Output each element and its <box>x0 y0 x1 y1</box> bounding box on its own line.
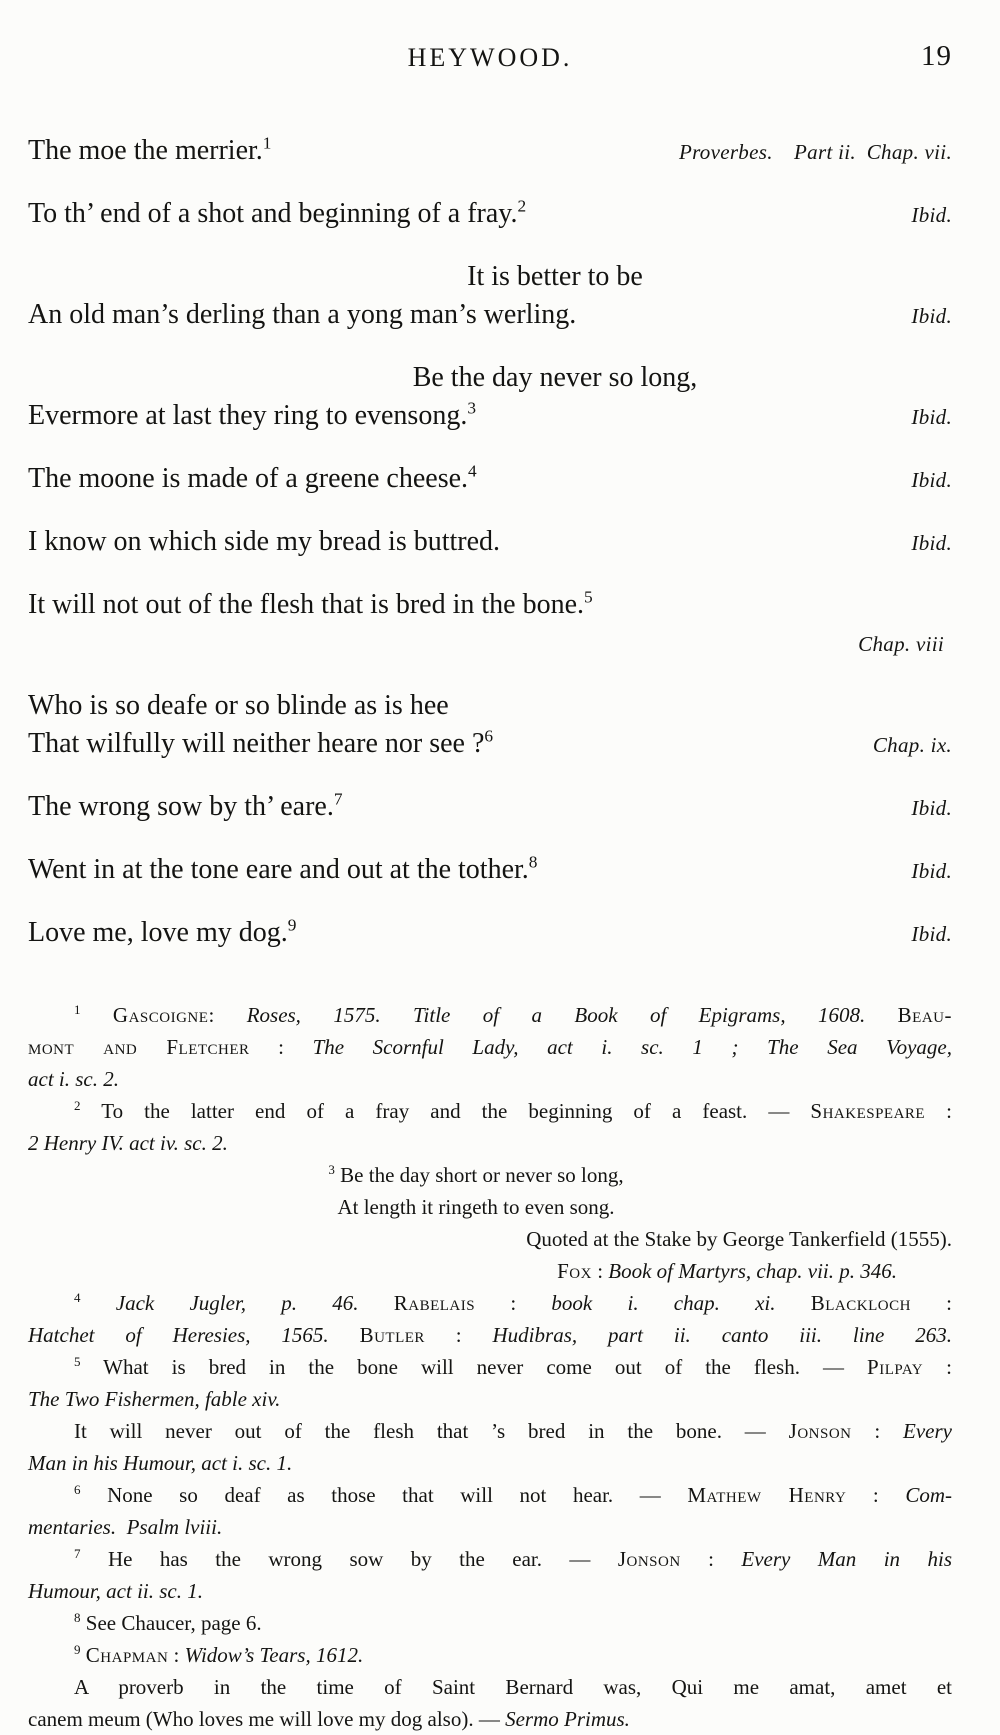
quote-line <box>28 460 952 499</box>
footnote-ref: 5 <box>584 587 593 607</box>
text-segment: Man in his Humour, act i. sc. 1. <box>28 1451 293 1475</box>
text-segment: It is better to be <box>467 261 643 292</box>
text-segment <box>359 1291 394 1315</box>
quote-line <box>28 296 952 335</box>
quote-block <box>28 359 952 436</box>
text-segment: None so deaf as those that will not hear. — <box>80 1483 688 1507</box>
quote-citation: Chap. ix. <box>872 733 952 757</box>
quote-citation: Ibid. <box>911 922 952 946</box>
text-segment: See Chaucer, page 6. <box>80 1611 262 1635</box>
text-segment: To the latter end of a fray and the beginning of a feast. — <box>80 1099 811 1123</box>
text-segment: : <box>591 1259 609 1283</box>
text-segment: To th’ end of a shot and beginning of a fray. <box>28 198 518 229</box>
text-segment: Gascoigne <box>112 1003 209 1027</box>
quote-block <box>28 132 952 171</box>
quote-citation: Chap. viii <box>858 632 944 656</box>
footnote-ref: 7 <box>333 789 343 809</box>
text-segment: book i. chap. xi. <box>551 1291 776 1315</box>
text-segment: : <box>925 1099 952 1123</box>
text-segment <box>865 1003 897 1027</box>
text-segment: Jonson <box>788 1419 852 1443</box>
text-segment: Mathew Henry <box>687 1483 847 1507</box>
quote-line <box>28 687 952 725</box>
text-segment: It will not out of the flesh that is bred in the bone. <box>28 589 585 620</box>
footnote <box>28 1479 952 1543</box>
text-segment: That wilfully will neither heare nor see ? <box>28 728 485 759</box>
text-segment: : <box>923 1355 952 1379</box>
text-segment: A proverb in the time of Saint Bernard was, Qui me amat, amet et <box>74 1675 952 1699</box>
footnote-line <box>28 999 952 1031</box>
quote-line <box>28 397 952 436</box>
quote-text <box>28 851 537 889</box>
text-segment: Beau- <box>897 1003 952 1027</box>
quote-line <box>28 586 952 624</box>
footnote-marker: 1 <box>74 1002 81 1017</box>
text-segment: The Scornful Lady, act i. sc. 1 ; <box>312 1035 739 1059</box>
footnote-marker: 5 <box>74 1354 81 1369</box>
text-segment: Hatchet of Heresies, 1565. <box>28 1323 329 1347</box>
quote-citation: Ibid. <box>911 796 952 820</box>
text-segment: Rabelais <box>393 1291 476 1315</box>
quote-text <box>28 725 493 763</box>
text-segment: Pilpay <box>867 1355 924 1379</box>
text-segment: Be the day never so long, <box>412 362 698 393</box>
text-segment: Every Man in his <box>741 1547 952 1571</box>
text-segment: Went in at the tone eare and out at the tother. <box>28 854 529 885</box>
footnote <box>28 1095 952 1159</box>
text-segment: : <box>680 1547 742 1571</box>
text-segment <box>738 1035 767 1059</box>
text-segment <box>81 1291 116 1315</box>
text-segment: Be the day short or never so long, <box>334 1163 624 1187</box>
footnote-line <box>28 1319 952 1351</box>
text-segment: The Two Fishermen, fable xiv. <box>28 1387 281 1411</box>
footnote-ref: 2 <box>517 196 527 216</box>
quote-block <box>28 258 952 335</box>
text-segment: : <box>424 1323 493 1347</box>
footnote-line <box>28 1095 952 1127</box>
text-segment <box>329 1323 360 1347</box>
text-segment: Blackloch <box>810 1291 911 1315</box>
quote-citation: Ibid. <box>911 468 952 492</box>
quote-line <box>28 523 952 562</box>
footnote <box>28 1639 952 1735</box>
footnote-ref: 4 <box>468 461 477 481</box>
footnote-ref: 6 <box>484 726 494 746</box>
quote-line <box>28 132 952 171</box>
text-segment: It will never out of the flesh that ’s bred in the bone. — <box>74 1419 789 1443</box>
footnote-line <box>28 1351 952 1383</box>
text-segment: The moone is made of a greene cheese. <box>28 463 469 494</box>
footnotes-section <box>28 999 952 1735</box>
text-segment: Love me, love my dog. <box>28 917 288 948</box>
quote-citation: Ibid. <box>911 531 952 555</box>
quote-line <box>28 725 952 764</box>
text-segment: Humour, act ii. sc. 1. <box>28 1579 203 1603</box>
text-segment: Chapman <box>85 1643 169 1667</box>
text-segment: Roses, 1575. <box>246 1003 381 1027</box>
footnote-line <box>28 1607 952 1639</box>
text-segment: Butler <box>359 1323 425 1347</box>
text-segment: Who is so deafe or so blinde as is hee <box>28 690 449 721</box>
footnote-marker: 9 <box>74 1642 81 1657</box>
text-segment: Book of Martyrs, chap. vii. p. 346. <box>608 1259 897 1283</box>
text-segment: What is bred in the bone will never come out of the flesh. — <box>80 1355 868 1379</box>
text-segment: : <box>249 1035 313 1059</box>
quote-text <box>28 914 296 952</box>
quote-block <box>28 851 952 890</box>
text-segment: mentaries. Psalm lviii. <box>28 1515 223 1539</box>
footnote-line <box>28 1191 952 1223</box>
quote-line <box>28 359 952 397</box>
quote-block <box>28 460 952 499</box>
page-number: 19 <box>921 40 952 72</box>
footnote-line <box>28 1383 952 1415</box>
footnote-ref: 8 <box>528 852 538 872</box>
footnote-line <box>28 1671 952 1703</box>
text-segment: Com- <box>905 1483 952 1507</box>
footnote-line <box>28 1415 952 1447</box>
text-segment: At length it ringeth to even song. <box>337 1195 615 1219</box>
footnote-line <box>28 1255 952 1287</box>
footnote-marker: 7 <box>74 1546 81 1561</box>
footnote-line <box>28 1511 952 1543</box>
footnote-ref: 1 <box>262 133 272 153</box>
text-segment: He has the wrong sow by the ear. — <box>80 1547 618 1571</box>
text-segment: 2 Henry IV. act iv. sc. 2. <box>28 1131 228 1155</box>
text-segment: The wrong sow by th’ eare. <box>28 791 334 822</box>
text-segment: Every <box>903 1419 952 1443</box>
text-segment: Title of a Book of Epigrams, 1608. <box>413 1003 866 1027</box>
text-segment: Fox <box>557 1259 592 1283</box>
text-segment: Evermore at last they ring to evensong. <box>28 400 468 431</box>
quote-text <box>28 788 343 826</box>
quote-text <box>28 195 526 233</box>
footnote-line <box>28 1223 952 1255</box>
text-segment: : <box>851 1419 904 1443</box>
text-segment: : <box>910 1291 953 1315</box>
text-segment: I know on which side my bread is buttred. <box>28 526 501 557</box>
footnote <box>28 1159 952 1287</box>
text-segment: : <box>475 1291 552 1315</box>
text-segment: mont and Fletcher <box>28 1035 250 1059</box>
footnote-line <box>28 1447 952 1479</box>
footnote-line <box>28 1063 952 1095</box>
quote-line <box>28 788 952 827</box>
footnote-marker: 2 <box>74 1098 81 1113</box>
footnote-marker: 8 <box>74 1610 81 1625</box>
footnote <box>28 1543 952 1607</box>
footnote-marker: 3 <box>328 1162 335 1177</box>
quote-citation: Ibid. <box>911 405 952 429</box>
text-segment: Hudibras, part ii. canto iii. line 263. <box>492 1323 952 1347</box>
quote-text <box>28 397 476 435</box>
quote-citation: Ibid. <box>911 304 952 328</box>
text-segment: Widow’s Tears, 1612. <box>184 1643 364 1667</box>
quote-block <box>28 914 952 953</box>
footnote <box>28 1287 952 1351</box>
footnote-line <box>28 1543 952 1575</box>
text-segment: Shakespeare <box>810 1099 926 1123</box>
quote-citation: Proverbes. Part ii. Chap. vii. <box>678 140 952 164</box>
page-title: HEYWOOD. <box>407 43 573 72</box>
text-segment <box>776 1291 811 1315</box>
quote-text <box>28 523 500 561</box>
text-segment: Sermo Primus. <box>505 1707 630 1731</box>
text-segment: Jack Jugler, p. 46. <box>115 1291 359 1315</box>
quote-line <box>28 851 952 890</box>
quote-line <box>28 258 952 296</box>
text-segment: Quoted at the Stake by George Tankerfield (1555). <box>526 1227 952 1251</box>
text-segment: : <box>168 1643 185 1667</box>
footnote <box>28 1351 952 1479</box>
quote-text <box>28 296 576 334</box>
quote-block <box>28 195 952 234</box>
citation-line <box>28 624 952 663</box>
text-segment: : <box>208 1003 247 1027</box>
quotes-section <box>28 132 952 953</box>
footnote-ref: 3 <box>467 398 477 418</box>
footnote-line <box>28 1703 952 1735</box>
quote-line <box>28 914 952 953</box>
text-segment <box>81 1003 113 1027</box>
footnote-line <box>28 1159 952 1191</box>
footnote-line <box>28 1575 952 1607</box>
quote-citation: Ibid. <box>911 859 952 883</box>
quote-line <box>28 195 952 234</box>
footnote-ref: 9 <box>287 915 297 935</box>
text-segment: The Sea Voyage, <box>767 1035 953 1059</box>
text-segment: act i. sc. 2. <box>28 1067 119 1091</box>
footnote <box>28 1607 952 1639</box>
text-segment: : <box>846 1483 906 1507</box>
quote-block <box>28 788 952 827</box>
text-segment: The moe the merrier. <box>28 135 263 166</box>
footnote-line <box>28 1479 952 1511</box>
text-segment: Jonson <box>617 1547 681 1571</box>
footnote-line <box>28 1031 952 1063</box>
text-segment <box>381 1003 413 1027</box>
page-header <box>28 40 952 76</box>
footnote-line <box>28 1287 952 1319</box>
text-segment: canem meum (Who loves me will love my dog also). — <box>28 1707 506 1731</box>
quote-block <box>28 523 952 562</box>
footnote-line <box>28 1127 952 1159</box>
quote-block <box>28 586 952 663</box>
quote-text <box>28 132 271 170</box>
footnote-line <box>28 1639 952 1671</box>
footnote-marker: 4 <box>74 1290 81 1305</box>
footnote-marker: 6 <box>74 1482 81 1497</box>
quote-citation: Ibid. <box>911 203 952 227</box>
text-segment: An old man’s derling than a yong man’s werling. <box>28 299 577 330</box>
footnote <box>28 999 952 1095</box>
quote-text <box>28 460 477 498</box>
quote-block <box>28 687 952 764</box>
